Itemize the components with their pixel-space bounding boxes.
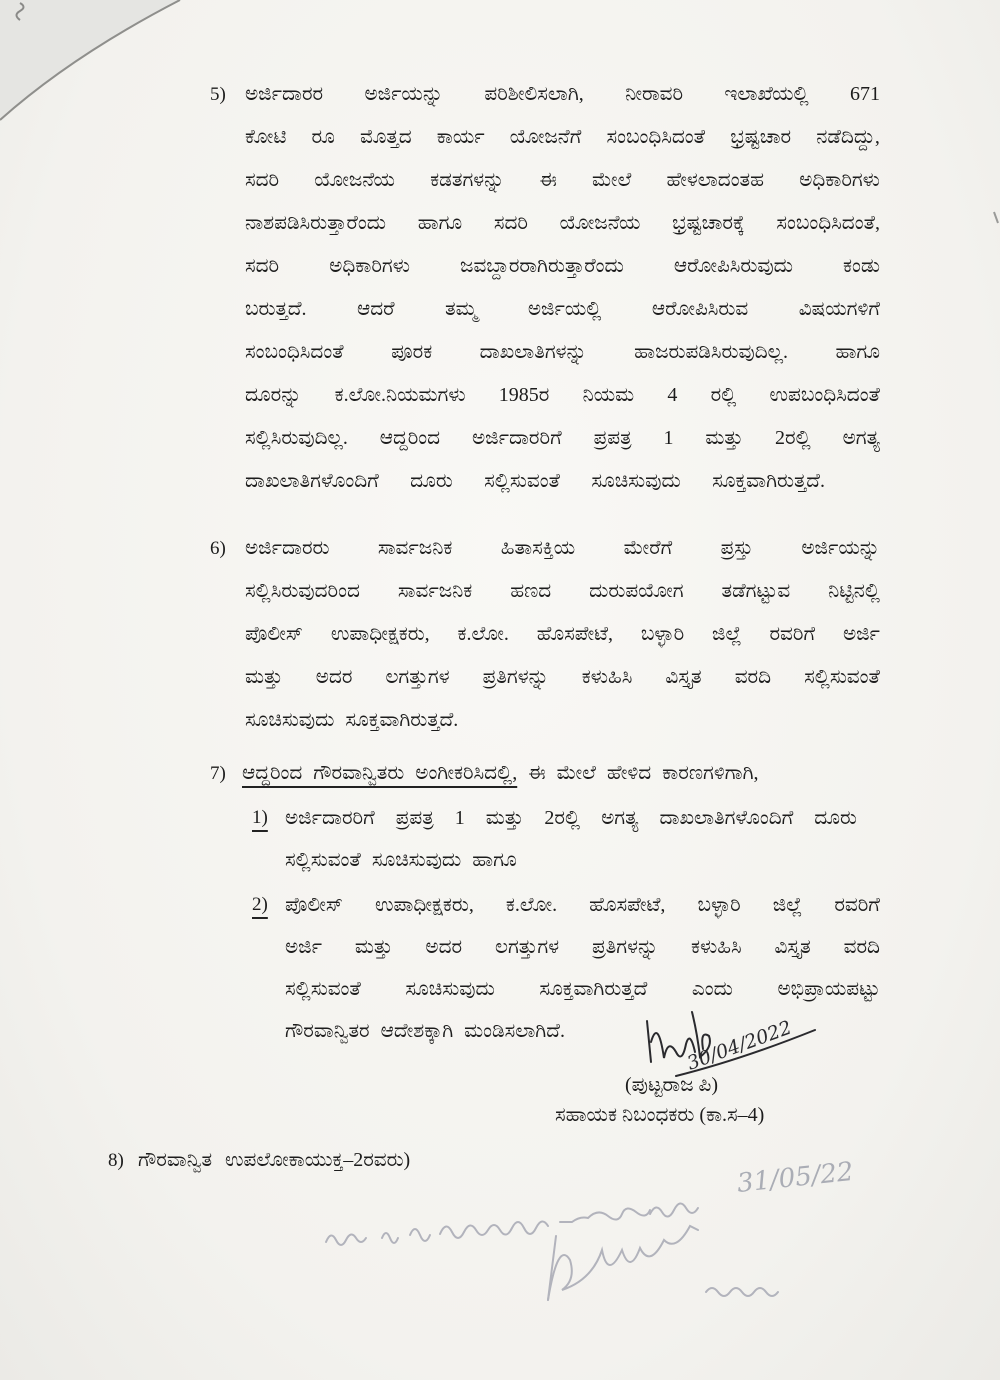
word: ಕಂಡು: [843, 255, 880, 277]
word: ಸಾರ್ವಜನಿಕ: [377, 537, 453, 559]
text-line: ಗೌರವಾನ್ವಿತರ ಆದೇಶಕ್ಕಾಗಿ ಮಂಡಿಸಲಾಗಿದೆ.: [285, 1020, 565, 1042]
word: ಸೂಕ್ತವಾಗಿರುತ್ತದೆ: [539, 978, 648, 1000]
word: ಕೋಟಿ: [245, 126, 287, 148]
word: ಪರಿಶೀಲಿಸಲಾಗಿ,: [484, 83, 584, 105]
word: ಸಂಬಂಧಿಸಿದಂತೆ,: [776, 212, 880, 234]
word: ದಾಖಲಾತಿಗಳೊಂದಿಗೆ: [659, 807, 794, 829]
word: ಸಂಬಂಧಿಸಿದಂತೆ: [245, 341, 344, 363]
word: ಪ್ರಪತ್ರ: [395, 807, 434, 829]
word: ಮೇರೆಗೆ: [623, 537, 673, 559]
word: ಸಾರ್ವಜನಿಕ: [397, 580, 473, 602]
handwritten-remark-date: 31/05/22: [735, 1156, 855, 1199]
word: ವಿಷಯಗಳಿಗೆ: [798, 298, 880, 320]
word: ಆರೋಪಿಸಿರುವ: [651, 298, 749, 320]
text-line: [245, 288, 880, 331]
word: ಸದರಿ: [493, 212, 528, 234]
word: ಜಿಲ್ಲೆ: [712, 623, 742, 645]
word: ಹೇಳಲಾದಂತಹ: [666, 169, 765, 191]
item-number: [252, 797, 284, 839]
text-line: [285, 884, 880, 926]
word: ಉಪಬಂಧಿಸಿದಂತೆ: [769, 384, 880, 406]
word: ಯೋಜನೆಯ: [559, 212, 641, 234]
text-line: [242, 752, 877, 795]
item-body: [285, 797, 880, 881]
scan-mark: [994, 212, 998, 223]
word: ದಾಖಲಾತಿಗಳನ್ನು: [479, 341, 587, 363]
word: ಸೂಚಿಸುವುದು: [405, 978, 495, 1000]
word: ಅಧಿಕಾರಿಗಳು: [799, 169, 880, 191]
word: ರವರಿಗೆ: [769, 623, 816, 645]
word: ಅರ್ಜಿ: [285, 936, 322, 958]
word: ಪ್ರಸ್ತು: [720, 537, 753, 559]
paragraph-body: [245, 527, 880, 742]
word: ರೂ: [311, 126, 335, 148]
text-line: [245, 656, 880, 699]
word: ಕಡತಗಳನ್ನು: [430, 169, 505, 191]
word: 671: [849, 83, 880, 105]
word: ಅಗತ್ಯ: [842, 427, 880, 449]
word: ವಿಸ್ತೃತ: [665, 666, 702, 688]
word: ದೂರು: [410, 470, 453, 492]
word: ಅರ್ಜಿ: [842, 623, 880, 645]
word: 1: [663, 427, 674, 449]
text-line: [245, 374, 880, 417]
paragraph-number: 7): [210, 763, 226, 784]
word: 2ರಲ್ಲಿ: [544, 807, 581, 829]
page-corner-edge: [0, 0, 180, 120]
forward-text: ಗೌರವಾನ್ವಿತ ಉಪಲೋಕಾಯುಕ್ತ–2ರವರು): [138, 1149, 411, 1171]
signatory-designation: ಸಹಾಯಕ ನಿಬಂಧಕರು (ಕಾ.ಸ–4): [555, 1104, 765, 1126]
word: ಮೇಲೆ: [591, 169, 632, 191]
text-fragment: ಈ ಮೇಲೆ ಹೇಳಿದ ಕಾರಣಗಳಿಗಾಗಿ,: [528, 762, 759, 784]
word: ಭ್ರಷ್ಟಚಾರಕ್ಕೆ: [672, 212, 745, 234]
word: ವರದಿ: [843, 936, 880, 958]
forward-number: 8): [108, 1150, 124, 1171]
forward-to: [108, 1146, 410, 1175]
word: ಕ.ಲೋ.: [457, 623, 509, 645]
word: ಹಾಜರುಪಡಿಸಿರುವುದಿಲ್ಲ.: [634, 341, 789, 363]
word: ಉಪಾಧೀಕ್ಷಕರು,: [330, 623, 430, 645]
word: ಆರೋಪಿಸಿರುವುದು: [673, 255, 793, 277]
word: ಹಣದ: [510, 580, 552, 602]
word: ದೂರನ್ನು: [245, 384, 302, 406]
word: ನಿಟ್ಟಿನಲ್ಲಿ: [828, 580, 880, 602]
word: ಪ್ರತಿಗಳನ್ನು: [591, 936, 659, 958]
text-line: [245, 116, 880, 159]
word: ಬಳ್ಳಾರಿ: [640, 623, 685, 645]
signature-date: 30/04/2022: [684, 1016, 795, 1075]
item-body: [285, 884, 880, 1052]
word: ಸಲ್ಲಿಸುವಂತೆ: [285, 978, 361, 1000]
word: ಮತ್ತು: [245, 666, 283, 688]
word: ಪ್ರಪತ್ರ: [593, 427, 632, 449]
word: ಹಾಗೂ: [835, 341, 880, 363]
word: ಲಗತ್ತುಗಳ: [494, 936, 560, 958]
word: ನಿಯಮ: [582, 384, 635, 406]
text-line: ಸೂಚಿಸುವುದು ಸೂಕ್ತವಾಗಿರುತ್ತದೆ.: [245, 709, 459, 731]
word: ಯೋಜನೆಯ: [314, 169, 395, 191]
word: ಸೂಕ್ತವಾಗಿರುತ್ತದೆ.: [712, 470, 825, 492]
word: ಪೊಲೀಸ್: [245, 623, 303, 645]
word: ಪೊಲೀಸ್: [285, 894, 343, 916]
scan-mark: [17, 3, 24, 20]
item-number-text: 1): [252, 807, 268, 828]
word: ಸಲ್ಲಿಸಿರುವುದಿಲ್ಲ.: [245, 427, 348, 449]
word: ಉಪಾಧೀಕ್ಷಕರು,: [374, 894, 474, 916]
item-number: [252, 884, 284, 926]
word: ರಲ್ಲಿ: [710, 384, 737, 406]
word: ತಡೆಗಟ್ಟುವ: [721, 580, 791, 602]
text-line: [245, 613, 880, 656]
item-number-text: 2): [252, 894, 268, 915]
word: ಈ: [539, 169, 557, 191]
text-line: [245, 570, 880, 613]
word: 4: [667, 384, 678, 406]
paragraph-number: 5): [210, 84, 226, 105]
word: ಮತ್ತು: [354, 936, 393, 958]
word: ಲಗತ್ತುಗಳ: [385, 666, 450, 688]
word: ವಿಸ್ತೃತ: [774, 936, 811, 958]
word: ಎಂದು: [691, 978, 733, 1000]
text-line: [245, 527, 880, 570]
word: ಹೊಸಪೇಟೆ,: [536, 623, 614, 645]
underlined-phrase: ಆದ್ದರಿಂದ ಗೌರವಾನ್ವಿತರು ಅಂಗೀಕರಿಸಿದಲ್ಲಿ,: [242, 762, 518, 784]
word: ನೀರಾವರಿ: [625, 83, 684, 105]
word: ಅದರ: [315, 666, 353, 688]
word: 2ರಲ್ಲಿ: [774, 427, 811, 449]
word: ದುರುಪಯೋಗ: [589, 580, 684, 602]
word: ನಾಶಪಡಿಸಿರುತ್ತಾರೆಂದು: [245, 212, 386, 234]
text-line: [285, 797, 857, 839]
word: ಅರ್ಜಿಯನ್ನು: [364, 83, 444, 105]
word: ಆದ್ದರಿಂದ: [379, 427, 441, 449]
word: ಸದರಿ: [245, 255, 280, 277]
text-line: [285, 968, 880, 1010]
text-line: [245, 417, 880, 460]
word: ಅದರ: [425, 936, 463, 958]
word: ನಡೆದಿದ್ದು,: [816, 126, 880, 148]
word: ಇಲಾಖೆಯಲ್ಲಿ: [724, 83, 809, 105]
word: ವರದಿ: [734, 666, 772, 688]
text-line: ಸಲ್ಲಿಸುವಂತೆ ಸೂಚಿಸುವುದು ಹಾಗೂ: [285, 849, 517, 871]
text-line: [245, 202, 880, 245]
word: ಪೂರಕ: [391, 341, 433, 363]
text-line: [285, 926, 880, 968]
word: ಸದರಿ: [245, 169, 280, 191]
word: ಯೋಜನೆಗೆ: [509, 126, 582, 148]
word: ಸೂಚಿಸುವುದು: [591, 470, 681, 492]
signatory-name: (ಪುಟ್ಟರಾಜ ಪಿ): [625, 1074, 719, 1096]
word: ಹೊಸಪೇಟೆ,: [589, 894, 666, 916]
word: ಹಿತಾಸಕ್ತಿಯ: [500, 537, 576, 559]
word: ಜಿಲ್ಲೆ: [772, 894, 803, 916]
paragraph-body: [245, 73, 880, 503]
handwritten-remark-scribble: [326, 1203, 778, 1300]
word: ರವರಿಗೆ: [834, 894, 880, 916]
text-line: [245, 245, 880, 288]
word: ಮತ್ತು: [705, 427, 744, 449]
text-line: [245, 73, 880, 116]
word: ಸಂಬಂಧಿಸಿದಂತೆ: [606, 126, 706, 148]
word: ಅಗತ್ಯ: [601, 807, 639, 829]
word: ಕಾರ್ಯ: [436, 126, 485, 148]
text-line: [245, 159, 880, 202]
word: ಆದರೆ: [357, 298, 395, 320]
text-line: [245, 331, 880, 374]
word: ಮತ್ತು: [485, 807, 524, 829]
word: ಅಧಿಕಾರಿಗಳು: [329, 255, 410, 277]
word: ಬರುತ್ತದೆ.: [245, 298, 307, 320]
paragraph-number: 6): [210, 538, 226, 559]
page-corner-fold: [0, 0, 180, 120]
word: ಸಲ್ಲಿಸುವಂತೆ: [804, 666, 880, 688]
word: ಮೊತ್ತದ: [360, 126, 412, 148]
word: ದೂರು: [814, 807, 857, 829]
word: ದಾಖಲಾತಿಗಳೊಂದಿಗೆ: [245, 470, 379, 492]
word: ಕ.ಲೋ.: [505, 894, 558, 916]
text-line: [245, 460, 825, 503]
word: ಜವಬ್ದಾರರಾಗಿರುತ್ತಾರೆಂದು: [460, 255, 624, 277]
paragraph-body: [242, 752, 877, 795]
word: ಭ್ರಷ್ಟಚಾರ: [730, 126, 792, 148]
word: ಅರ್ಜಿದಾರರಿಗೆ: [285, 807, 375, 829]
word: 1985ರ: [498, 384, 550, 406]
word: ಅರ್ಜಿಯಲ್ಲಿ: [527, 298, 602, 320]
word: ಅರ್ಜಿಯನ್ನು: [801, 537, 880, 559]
word: ತಮ್ಮ: [445, 298, 478, 320]
word: ಅರ್ಜಿದಾರರ: [245, 83, 324, 105]
word: ಕಳುಹಿಸಿ: [691, 936, 742, 958]
word: 1: [454, 807, 465, 829]
word: ಪ್ರತಿಗಳನ್ನು: [482, 666, 549, 688]
word: ಕಳುಹಿಸಿ: [581, 666, 633, 688]
word: ಬಳ್ಳಾರಿ: [697, 894, 741, 916]
word: ಸಲ್ಲಿಸುವಂತೆ: [484, 470, 560, 492]
word: ಕ.ಲೋ.ನಿಯಮಗಳು: [334, 384, 466, 406]
word: ಅರ್ಜಿದಾರರಿಗೆ: [471, 427, 562, 449]
word: ಅರ್ಜಿದಾರರು: [245, 537, 330, 559]
word: ಅಭಿಪ್ರಾಯಪಟ್ಟು: [777, 978, 880, 1000]
word: ಸಲ್ಲಿಸಿರುವುದರಿಂದ: [245, 580, 360, 602]
word: ಹಾಗೂ: [417, 212, 463, 234]
